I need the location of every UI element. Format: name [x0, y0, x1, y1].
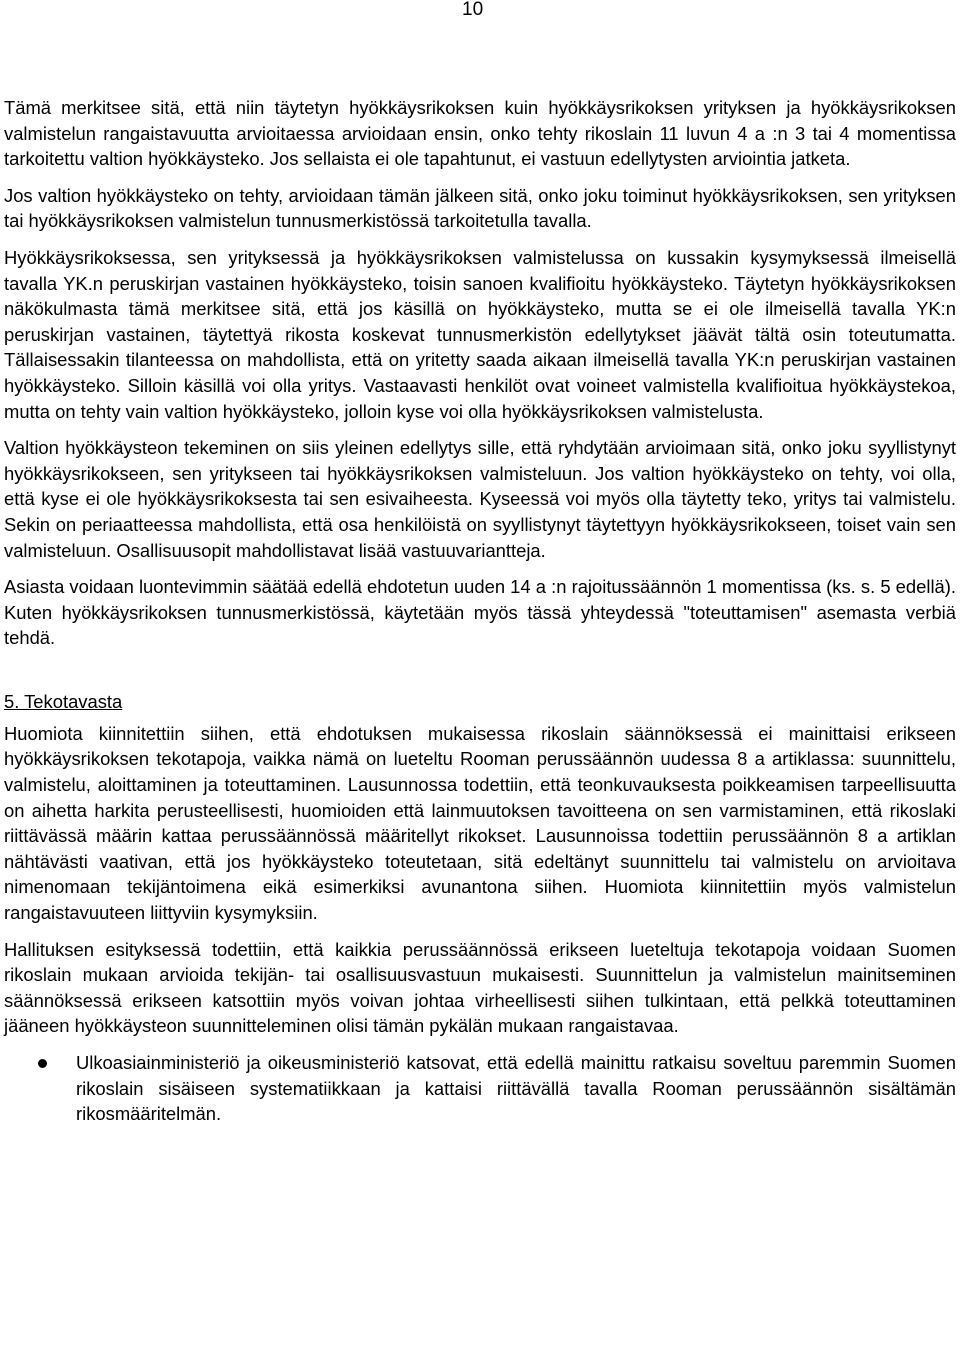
- page-number: 10: [462, 0, 484, 20]
- paragraph: Asiasta voidaan luontevimmin säätää edellä ehdotetun uuden 14 a :n rajoitussäännön 1 momentissa (ks. s. 5 edellä). Kuten hyökkäysrikoksen tunnusmerkistössä, käytetään myös tässä yhteydessä "toteuttamisen" asemasta verbiä tehdä.: [4, 576, 956, 649]
- paragraph: Hyökkäysrikoksessa, sen yrityksessä ja hyökkäysrikoksen valmistelussa on kussakin kysymyksessä ilmeisellä tavalla YK.n peruskirjan vastainen hyökkäysteko, toisin sanoen kvalifioitu hyökkäysteko. Täytetyn hyökkäysrikoksen näkökulmasta tämä merkitsee sitä, että jos käsillä on hyökkäysteko, mutta se ei ole ilmeisellä tavalla YK:n peruskirjan vastainen, täytettyä rikosta koskevat tunnusmerkistön edellytykset jäävät tältä osin toteutumatta. Tällaisessakin tilanteessa on mahdollista, että on yritetty saada aikaan ilmeisellä tavalla YK:n peruskirjan vastainen hyökkäysteko. Silloin käsillä voi olla yritys. Vastaavasti henkilöt ovat voineet valmistella kvalifioitua hyökkäystekoa, mutta on tehty vain valtion hyökkäysteko, jolloin kyse voi olla hyökkäysrikoksen valmistelusta.: [4, 246, 956, 422]
- paragraph: Huomiota kiinnitettiin siihen, että ehdotuksen mukaisessa rikoslain säännöksessä ei mainittaisi erikseen hyökkäysrikoksen tekotapoja, vaikka nämä on lueteltu Rooman perussäännön uudessa 8 a artiklassa: suunnittelu, valmistelu, aloittaminen ja toteuttaminen. Lausunnossa todettiin, että teonkuvauksesta poikkeamisen tarpeellisuutta on aihetta harkita perusteellisesti, huomioiden että lainmuutoksen tavoitteena on sen varmistaminen, että rikoslaki riittävässä määrin kattaa perussäännössä määritellyt rikokset. Lausunnoissa todettiin perussäännön 8 a artiklan nähtävästi vaativan, että jos hyökkäysteko toteutetaan, sitä edeltänyt suunnittelu tai valmistelu on arvioitava nimenomaan tekijäntoimena eikä esimerkiksi avunantona siihen. Huomiota kiinnitettiin myös valmistelun rangaistavuuteen liittyviin kysymyksiin.: [4, 722, 956, 924]
- bullet-icon: [38, 1059, 47, 1068]
- paragraph: Jos valtion hyökkäysteko on tehty, arvioidaan tämän jälkeen sitä, onko joku toiminut hyökkäysrikoksen, sen yrityksen tai hyökkäysrikoksen valmistelun tunnusmerkistössä tarkoitetulla tavalla.: [4, 184, 956, 232]
- bullet-list: [4, 1050, 956, 1127]
- paragraph: Valtion hyökkäysteon tekeminen on siis yleinen edellytys sille, että ryhdytään arvioimaan sitä, onko joku syyllistynyt hyökkäysrikokseen, sen yritykseen tai hyökkäysrikoksen valmisteluun. Jos valtion hyökkäysteko on tehty, voi olla, että kyse ei ole hyökkäysrikoksesta tai sen esivaiheesta. Kyseessä voi myös olla täytetty teko, yritys tai valmistelu. Sekin on periaatteessa mahdollista, että osa henkilöistä on syyllistynyt täytettyyn hyökkäysrikokseen, toiset vain sen valmisteluun. Osallisuusopit mahdollistavat lisää vastuuvariantteja.: [4, 437, 956, 561]
- list-item-text: Ulkoasiainministeriö ja oikeusministeriö katsovat, että edellä mainittu ratkaisu soveltuu paremmin Suomen rikoslain sisäiseen systematiikkaan ja kattaisi riittävällä tavalla Rooman perussäännön sisältämän rikosmääritelmän.: [76, 1052, 956, 1125]
- document-body: [4, 95, 956, 1127]
- paragraph: Hallituksen esityksessä todettiin, että kaikkia perussäännössä erikseen lueteltuja tekotapoja voidaan Suomen rikoslain mukaan arvioida tekijän- tai osallisuusvastuun mukaisesti. Suunnittelun ja valmistelun mainitseminen säännöksessä erikseen katsottiin myös voivan johtaa virheellisesti siihen tulkintaan, että pelkkä toteuttaminen jääneen hyökkäysteon suunnitteleminen olisi tämän pykälän mukaan rangaistavaa.: [4, 938, 956, 1037]
- section-heading: 5. Tekotavasta: [4, 690, 123, 712]
- paragraph: Tämä merkitsee sitä, että niin täytetyn hyökkäysrikoksen kuin hyökkäysrikoksen yrityksen ja hyökkäysrikoksen valmistelun rangaistavuutta arvioitaessa arvioidaan ensin, onko tehty rikoslain 11 luvun 4 a :n 3 tai 4 momentissa tarkoitettu valtion hyökkäysteko. Jos sellaista ei ole tapahtunut, ei vastuun edellytysten arviointia jatketa.: [4, 97, 956, 170]
- list-item: [4, 1050, 956, 1127]
